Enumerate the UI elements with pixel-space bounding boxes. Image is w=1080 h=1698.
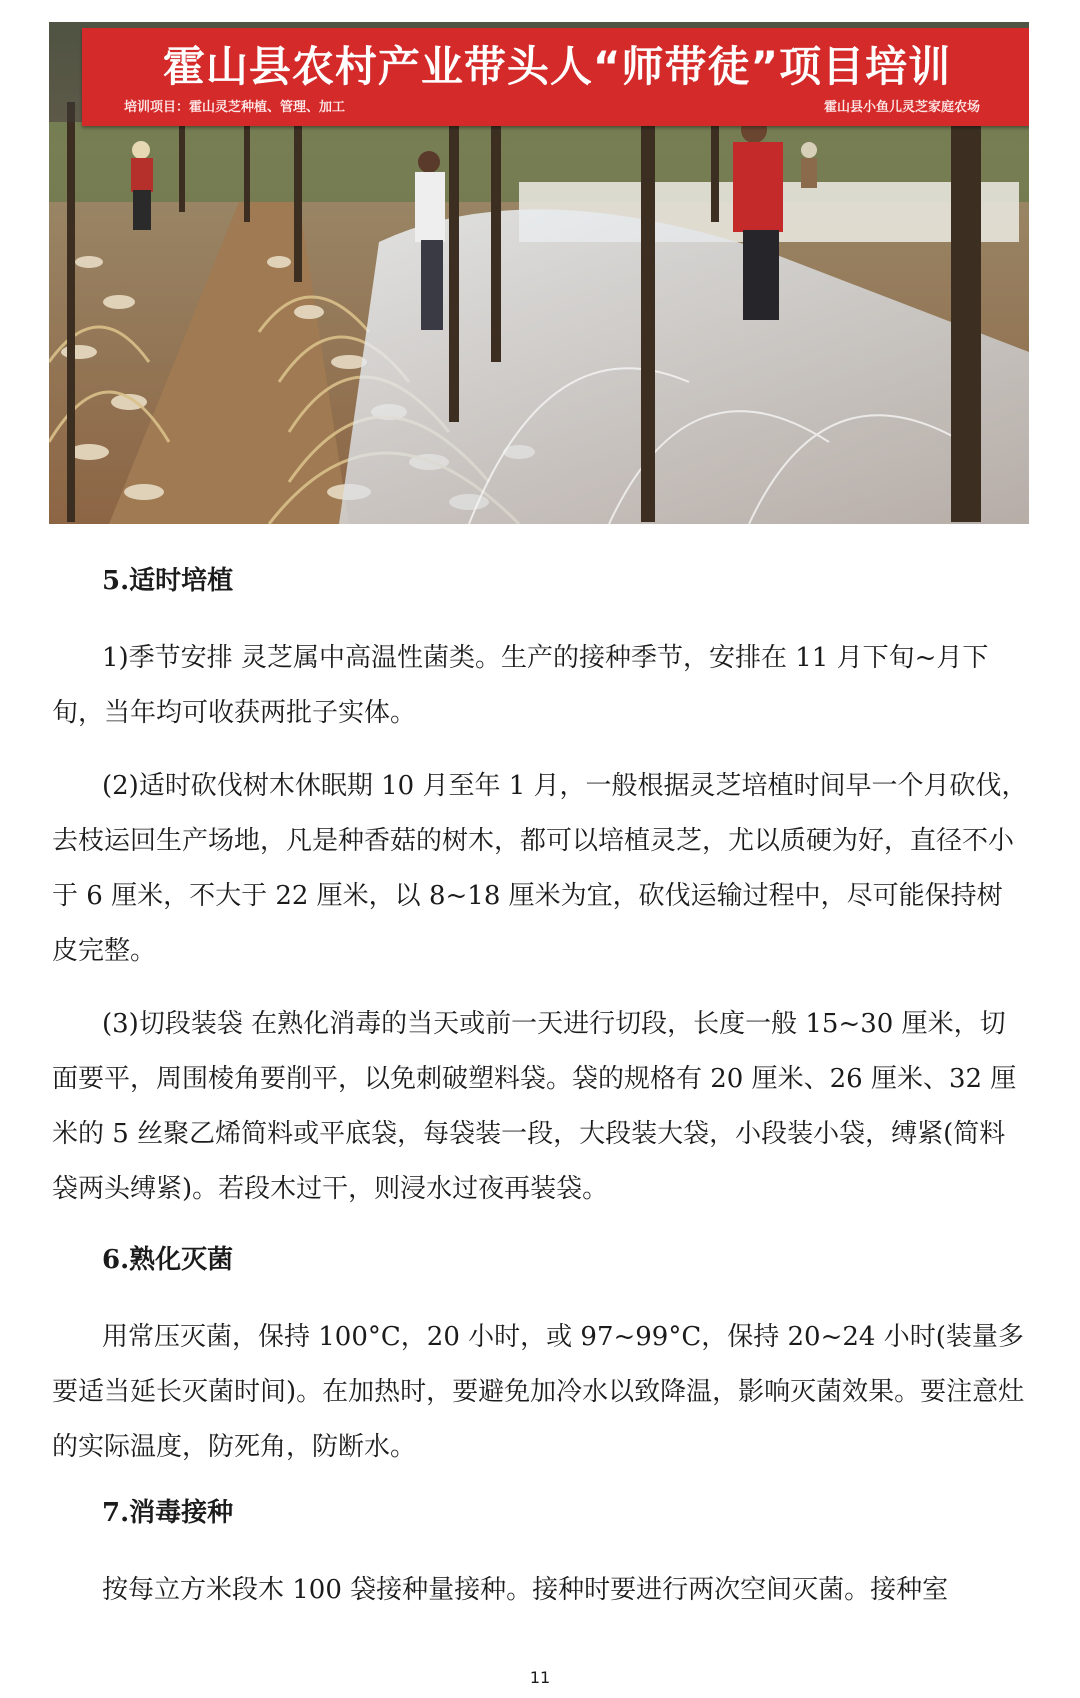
- section-5-paragraph-3: (3)切段装袋 在熟化消毒的当天或前一天进行切段，长度一般 15~30 厘米，切面要平，周围棱角要削平，以免刺破塑料袋。袋的规格有 20 厘米、26 厘米、32 厘米的 5 丝聚乙烯简料或平底袋，每袋装一段，大段装大袋，小段装小袋，缚紧(简料袋两头缚紧)。若段木过干，则浸水过夜再装袋。: [52, 1009, 1017, 1204]
- banner-subtitle-right: 霍山县小鱼儿灵芝家庭农场: [823, 100, 980, 115]
- training-photo: [49, 22, 1029, 524]
- training-banner: [82, 28, 1029, 126]
- section-5-paragraph-2: (2)适时砍伐树木休眠期 10 月至年 1 月，一般根据灵芝培植时间早一个月砍伐，去枝运回生产场地，凡是种香菇的树木，都可以培植灵芝，尤以质硬为好，直径不小于 6 厘米，不大于 22 厘米，以 8~18 厘米为宜，砍伐运输过程中，尽可能保持树皮完整。: [52, 771, 1028, 966]
- section-7-paragraph-1: 按每立方米段木 100 袋接种量接种。接种时要进行两次空间灭菌。接种室: [102, 1575, 949, 1605]
- banner-subtitle-left: 培训项目：霍山灵芝种植、管理、加工: [124, 100, 346, 115]
- section-6-heading: 6.熟化灭菌: [102, 1245, 234, 1275]
- section-5-heading: 5.适时培植: [102, 566, 234, 596]
- section-6-paragraph-1: 用常压灭菌，保持 100°C，20 小时，或 97~99°C，保持 20~24 小时(装量多要适当延长灭菌时间)。在加热时，要避免加冷水以致降温，影响灭菌效果。要注意灶的实际温度，防死角，防断水。: [52, 1322, 1025, 1462]
- page-number: 11: [529, 1668, 551, 1687]
- section-5-paragraph-1: 1)季节安排 灵芝属中高温性菌类。生产的接种季节，安排在 11 月下旬~月下旬，当年均可收获两批子实体。: [52, 643, 989, 728]
- banner-title: 霍山县农村产业带头人“师带徒”项目培训: [162, 42, 952, 91]
- section-7-heading: 7.消毒接种: [102, 1498, 234, 1528]
